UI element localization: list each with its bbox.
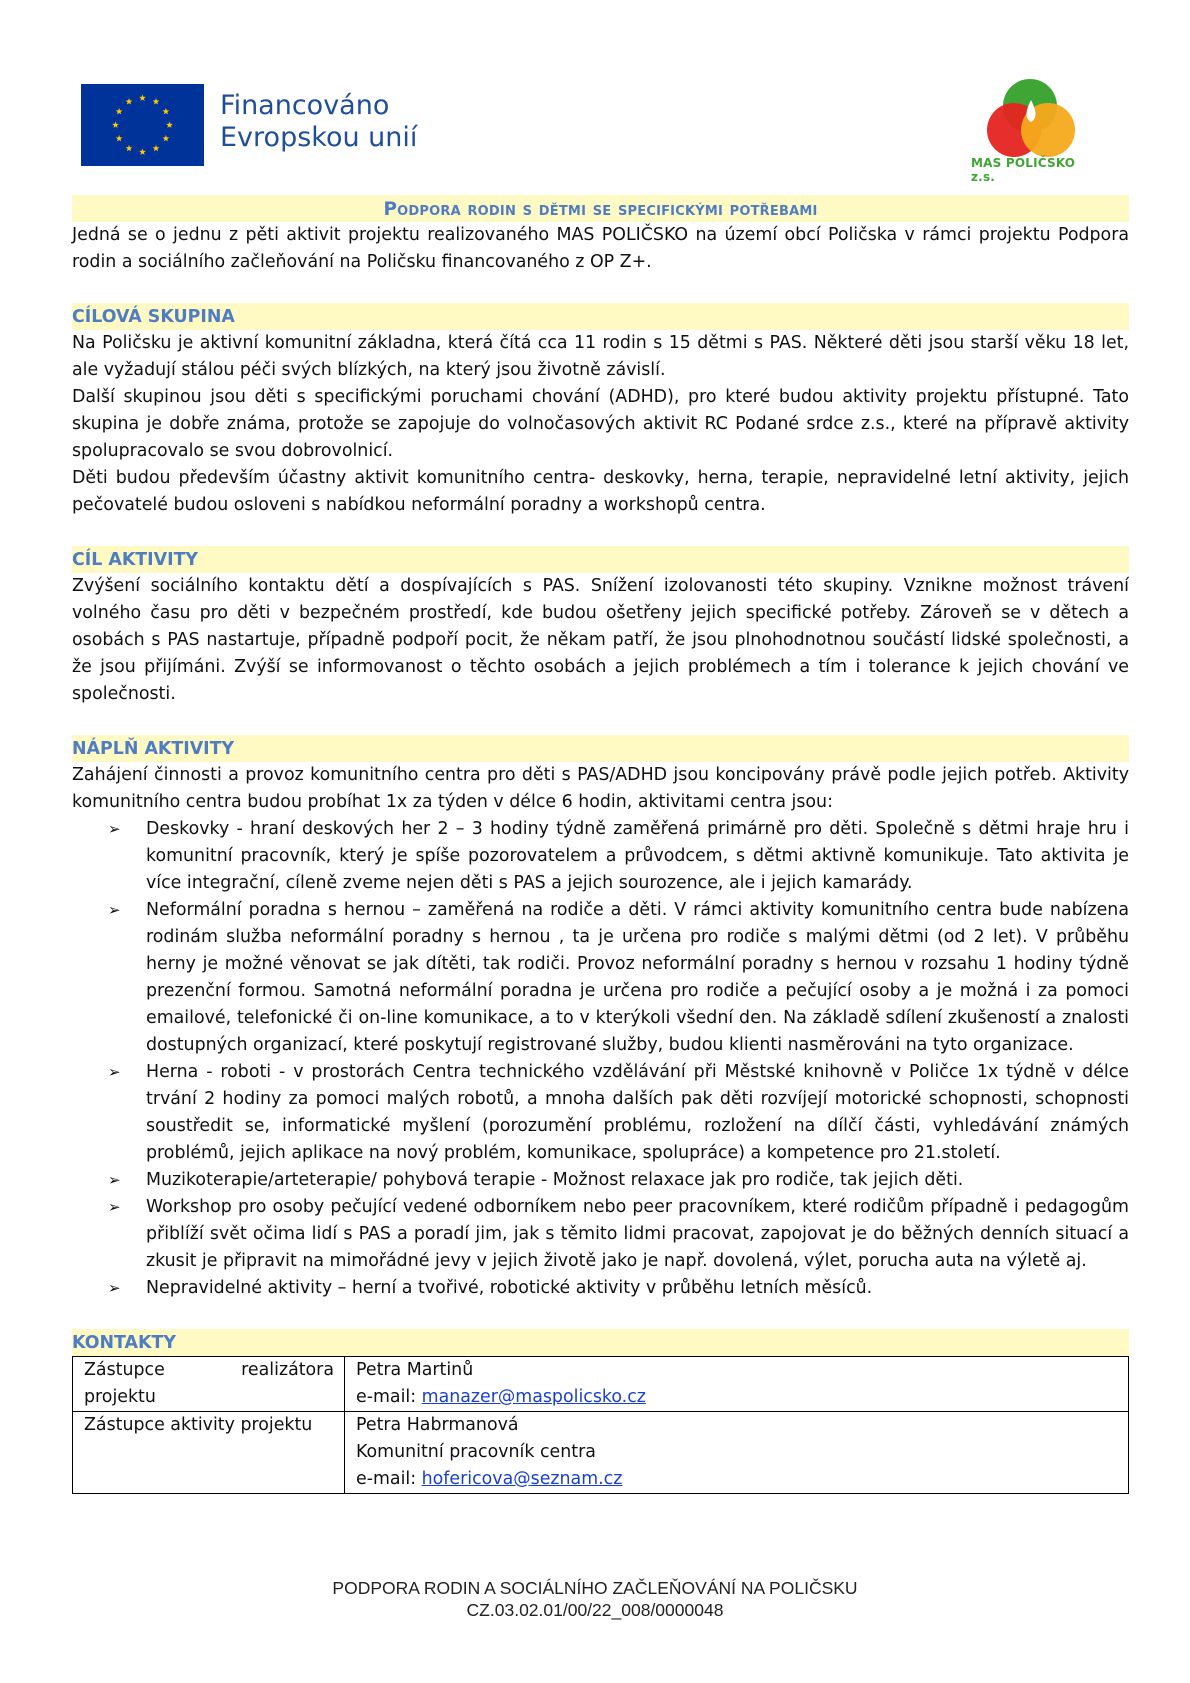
spacer [72,519,1129,546]
contact-role-word: realizátora [241,1360,334,1380]
eu-star-icon [153,98,160,105]
activity-list [72,816,1129,1302]
eu-star-icon [112,121,119,128]
eu-star-icon [126,145,133,152]
arrow-bullet-icon: ➢ [108,820,121,838]
contact-role: Komunitní pracovník centra [356,1442,596,1462]
email-label: e-mail: [356,1387,422,1407]
eu-star-icon [162,135,169,142]
eu-funding-line2: Evropskou unií [220,122,418,153]
eu-funding-line1: Financováno [220,90,390,121]
eu-star-icon [116,135,123,142]
section-heading-contacts: KONTAKTY [72,1329,1129,1356]
eu-star-icon [153,145,160,152]
document-body [72,195,1129,1494]
page-footer [0,1577,1190,1621]
contact-role-line [84,1357,334,1384]
contact-role-line: Zástupce aktivity projektu [84,1415,313,1435]
contact-role-word: Zástupce [84,1360,165,1380]
list-item-text: Muzikoterapie/arteterapie/ pohybová terapie - Možnost relaxace jak pro rodiče, tak jejich děti. [146,1170,964,1190]
list-item [72,816,1129,897]
section-heading-target-group: CÍLOVÁ SKUPINA [72,303,1129,330]
arrow-bullet-icon: ➢ [108,1063,121,1081]
eu-star-icon [162,108,169,115]
mas-policsko-caption: MAS POLIČSKO z.s. [971,156,1076,184]
eu-flag-icon [81,84,204,166]
list-item-text: Nepravidelné aktivity – herní a tvořivé, robotické aktivity v průběhu letních měsíců. [146,1278,873,1298]
contact-email-link[interactable]: manazer@maspolicsko.cz [421,1387,646,1407]
target-group-paragraph-2: Další skupinou jsou děti s specifickými poruchami chování (ADHD), pro které budou aktivity projektu přístupné. Tato skupina je dobře známa, protože se zapojuje do volnočasových aktivit RC Podané srdce z.s., které na přípravě aktivity spolupracovalo se svou dobrovolnicí. [72,387,1129,461]
footer-project-name: PODPORA RODIN A SOCIÁLNÍHO ZAČLEŇOVÁNÍ NA POLIČSKU [332,1578,858,1598]
email-label: e-mail: [356,1469,422,1489]
document-title: Podpora rodin s dětmi se specifickými potřebami [72,195,1129,222]
arrow-bullet-icon: ➢ [108,1198,121,1216]
eu-funding-label [220,90,417,154]
footer-project-number: CZ.03.02.01/00/22_008/0000048 [466,1600,724,1620]
arrow-bullet-icon: ➢ [108,1279,121,1297]
table-row [73,1412,1129,1494]
contact-detail-cell [345,1412,1129,1494]
contact-email-line [356,1384,1118,1411]
list-item [72,1167,1129,1194]
arrow-bullet-icon: ➢ [108,901,121,919]
eu-star-icon [139,94,146,101]
list-item-text: Deskovky - hraní deskových her 2 – 3 hodiny týdně zaměřená primárně pro děti. Společně s dětmi hraje hru i komunitní pracovník, který je spíše pozorovatelem a průvodcem, s dětmi aktivně komunikuje. Tato aktivita je více integrační, cíleně zveme nejen děti s PAS a jejich sourozence, ale i jejich kamarády. [146,819,1129,893]
target-group-paragraph-1: Na Poličsku je aktivní komunitní základna, která čítá cca 11 rodin s 15 dětmi s PAS. Některé děti jsou starší věku 18 let, ale vyžadují stálou péči svých blízkých, na který jsou životně závislí. [72,333,1129,380]
spacer [72,1302,1129,1329]
eu-star-icon [139,148,146,155]
section-heading-content: NÁPLŇ AKTIVITY [72,735,1129,762]
contact-role-cell [73,1357,345,1412]
target-group-paragraph-3: Děti budou především účastny aktivit komunitního centra- deskovky, herna, terapie, nepravidelné letní aktivity, jejich pečovatelé budou osloveni s nabídkou neformální poradny a workshopů centra. [72,468,1129,515]
eu-star-icon [126,98,133,105]
arrow-bullet-icon: ➢ [108,1171,121,1189]
eu-star-icon [166,121,173,128]
list-item [72,1194,1129,1275]
contact-email-line [356,1466,1118,1493]
contact-detail-cell [345,1357,1129,1412]
list-item-text: Herna - roboti - v prostorách Centra technického vzdělávání při Městské knihovně v Poličce 1x týdně v délce trvání 2 hodiny za pomoci malých robotů, a mnoha dalších pak děti rozvíjejí motorické schopnosti, schopnosti soustředit se, informatické myšlení (porozumění problému, rozložení na dílčí části, vyhledávání známých problémů, jejich aplikace na nový problém, komunikace, spolupráce) a kompetence pro 21.století. [146,1062,1129,1163]
contact-role-cell [73,1412,345,1494]
section-heading-goal: CÍL AKTIVITY [72,546,1129,573]
list-item-text: Neformální poradna s hernou – zaměřená na rodiče a děti. V rámci aktivity komunitního centra bude nabízena rodinám služba neformální poradny s hernou , ta je určena pro rodiče s malými dětmi (od 2 let). V průběhu herny je možné věnovat se jak dítěti, tak rodiči. Provoz neformální poradny s hernou v rozsahu 1 hodiny týdně prezenční formou. Samotná neformální poradna je určena pro rodiče a pečující osoby a je možná i za pomoci emailové, telefonické či on-line komunikace, a to v kterýkoli všední den. Na základě sdílení zkušeností a znalosti dostupných organizací, které poskytují registrované služby, budou klienti nasměrováni na tyto organizace. [146,900,1129,1055]
content-intro-paragraph: Zahájení činnosti a provoz komunitního centra pro děti s PAS/ADHD jsou koncipovány právě podle jejich potřeb. Aktivity komunitního centra budou probíhat 1x za týden v délce 6 hodin, aktivitami centra jsou: [72,765,1129,812]
contact-email-link[interactable]: hofericova@seznam.cz [421,1469,623,1489]
list-item [72,897,1129,1059]
contact-name: Petra Martinů [356,1360,474,1380]
mas-policsko-logo-icon [970,70,1110,170]
eu-star-icon [116,108,123,115]
list-item [72,1059,1129,1167]
spacer [72,276,1129,303]
page-header [0,0,1190,190]
contact-role-line2: projektu [84,1387,156,1407]
spacer [72,708,1129,735]
goal-paragraph: Zvýšení sociálního kontaktu dětí a dospívajících s PAS. Snížení izolovanosti této skupiny. Vznikne možnost trávení volného času pro děti v bezpečném prostředí, kde budou ošetřeny jejich specifické potřeby. Zároveň se v dětech a osobách s PAS nastartuje, případně podpoří pocit, že někam patří, že jsou plnohodnotnou součástí lidské společnosti, a že jsou přijímáni. Zvýší se informovanost o těchto osobách a jejich problémech a tím i tolerance k jejich chování ve společnosti. [72,576,1129,704]
list-item [72,1275,1129,1302]
intro-paragraph: Jedná se o jednu z pěti aktivit projektu realizovaného MAS POLIČSKO na území obcí Poličska v rámci projektu Podpora rodin a sociálního začleňování na Poličsku financovaného z OP Z+. [72,225,1129,272]
table-row [73,1357,1129,1412]
list-item-text: Workshop pro osoby pečující vedené odborníkem nebo peer pracovníkem, které rodičům případně i pedagogům přiblíží svět očima lidí s PAS a poradí jim, jak s těmito lidmi pracovat, zapojovat je do běžných denních situací a zkusit je připravit na mimořádné jevy v jejich životě jako je např. dovolená, výlet, porucha auta na výletě aj. [146,1197,1129,1271]
contacts-table [72,1356,1129,1494]
contact-name: Petra Habrmanová [356,1415,519,1435]
eu-stars-icon [81,84,204,166]
